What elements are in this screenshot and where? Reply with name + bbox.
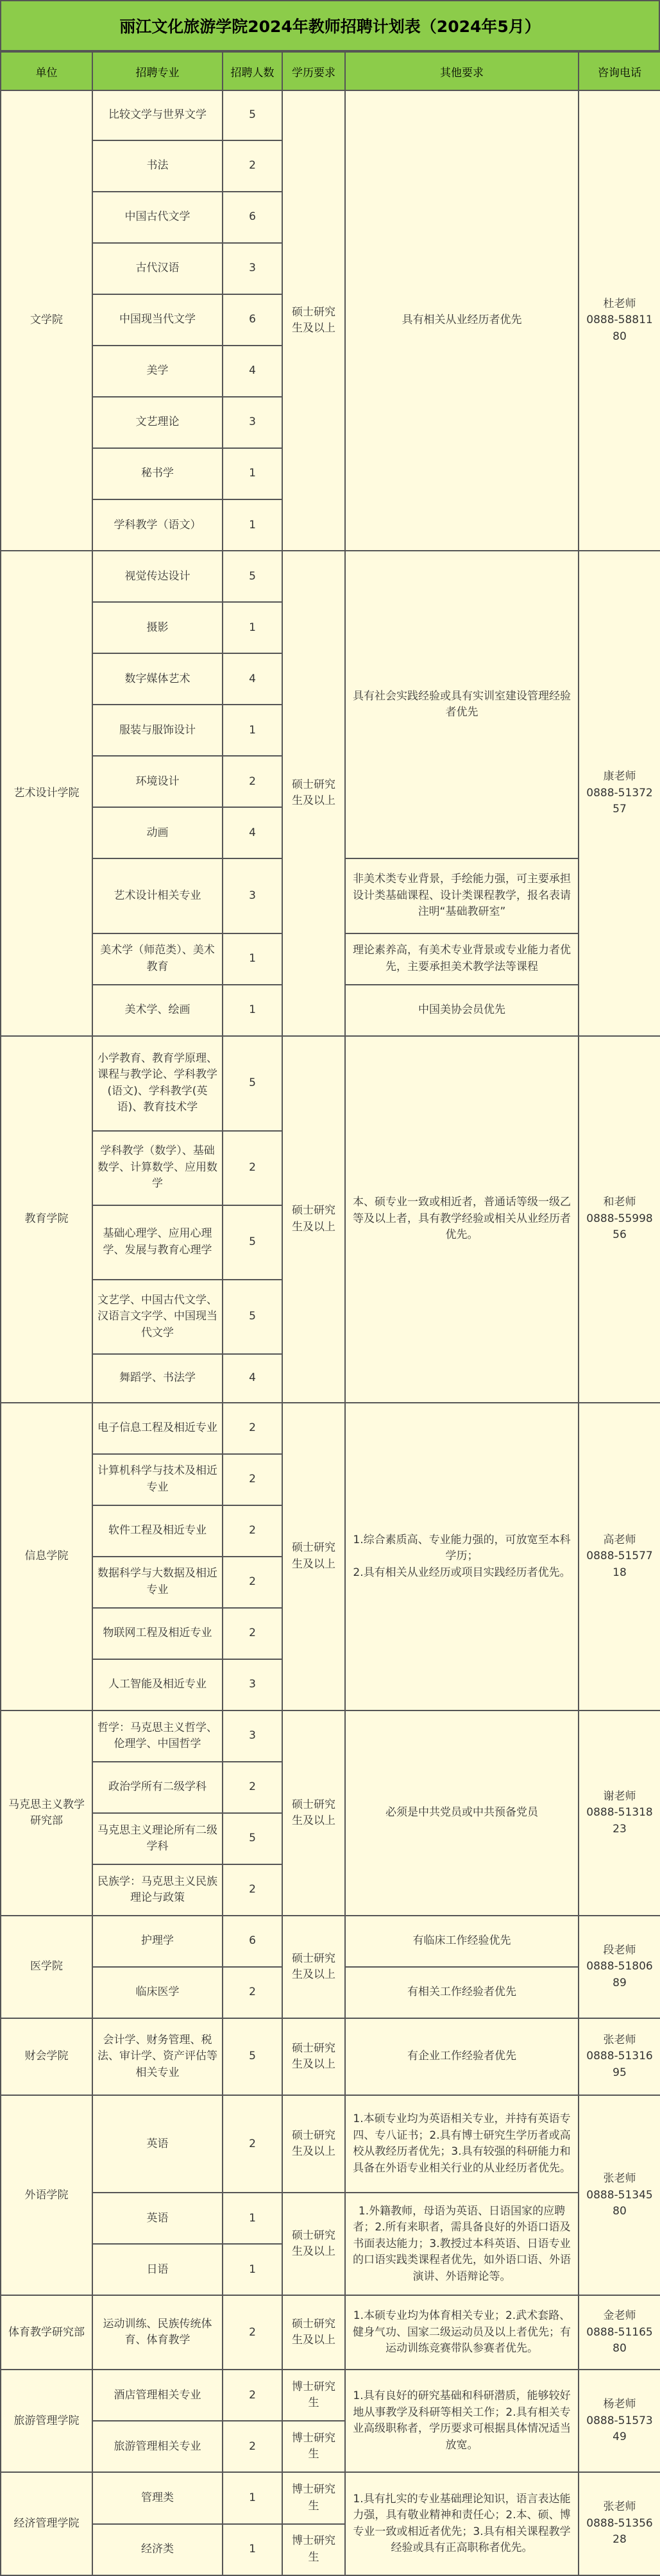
table-cell: 数据科学与大数据及相近专业 — [92, 1557, 223, 1608]
table-cell: 管理类 — [92, 2472, 223, 2523]
table-cell: 信息学院 — [1, 1403, 92, 1710]
table-cell: 3 — [223, 1710, 282, 1762]
table-cell: 美术学（师范类）、美术教育 — [92, 933, 223, 985]
table-cell: 6 — [223, 1916, 282, 1967]
table-cell: 1.具有良好的研究基础和科研潜质，能够较好地从事教学及科研等相关工作；2.具有相关专业高级职称者，学历要求可根据具体情况适当放宽。 — [345, 2370, 579, 2472]
table-cell: 舞蹈学、书法学 — [92, 1354, 223, 1403]
table-cell: 比较文学与世界文学 — [92, 90, 223, 140]
table-row — [1, 2370, 660, 2421]
table-cell: 软件工程及相近专业 — [92, 1505, 223, 1557]
table-cell: 1 — [223, 705, 282, 756]
table-cell: 中国古代文学 — [92, 192, 223, 243]
table-cell: 硕士研究生及以上 — [282, 2018, 345, 2095]
table-cell: 5 — [223, 551, 282, 602]
table-cell: 3 — [223, 1659, 282, 1710]
table-cell: 6 — [223, 294, 282, 346]
table-cell: 杜老师 0888-5881180 — [579, 90, 660, 551]
table-cell: 5 — [223, 2018, 282, 2095]
table-cell: 物联网工程及相近专业 — [92, 1608, 223, 1659]
col-header-count: 招聘人数 — [223, 52, 282, 90]
table-cell: 5 — [223, 1205, 282, 1280]
table-row — [1, 2295, 660, 2370]
table-cell: 英语 — [92, 2095, 223, 2193]
table-cell: 必须是中共党员或中共预备党员 — [345, 1710, 579, 1916]
table-cell: 小学教育、教育学原理、课程与教学论、学科教学(语文)、学科教学(英语)、教育技术学 — [92, 1036, 223, 1131]
table-cell: 1 — [223, 985, 282, 1036]
table-cell: 文艺学、中国古代文学、汉语言文字学、中国现当代文学 — [92, 1280, 223, 1354]
table-cell: 古代汉语 — [92, 243, 223, 294]
table-cell: 硕士研究生及以上 — [282, 551, 345, 1035]
table-body — [1, 90, 660, 2575]
table-cell: 1 — [223, 602, 282, 653]
table-cell: 2 — [223, 1403, 282, 1454]
table-cell: 视觉传达设计 — [92, 551, 223, 602]
table-cell: 有临床工作经验优先 — [345, 1916, 579, 1967]
table-cell: 具有社会实践经验或具有实训室建设管理经验者优先 — [345, 551, 579, 858]
table-cell: 2 — [223, 2295, 282, 2370]
table-row — [1, 2018, 660, 2095]
table-cell: 学科教学（语文） — [92, 499, 223, 551]
table-cell: 硕士研究生及以上 — [282, 2095, 345, 2193]
table-row — [1, 90, 660, 140]
table-cell: 5 — [223, 1280, 282, 1354]
table-cell: 硕士研究生及以上 — [282, 1403, 345, 1710]
table-cell: 1 — [223, 933, 282, 985]
table-cell: 秘书学 — [92, 448, 223, 499]
table-cell: 文艺理论 — [92, 397, 223, 448]
table-cell: 环境设计 — [92, 756, 223, 807]
col-header-unit: 单位 — [1, 52, 92, 90]
table-cell: 1.具有扎实的专业基础理论知识，语言表达能力强，具有敬业精神和责任心；2.本、硕、博专业一致或相近者优先；3.具有相关课程教学经验或具有正高职称者优先。 — [345, 2472, 579, 2575]
table-cell: 6 — [223, 192, 282, 243]
table-cell: 硕士研究生及以上 — [282, 2193, 345, 2295]
table-cell: 高老师 0888-5157718 — [579, 1403, 660, 1710]
recruitment-table — [0, 51, 660, 2576]
table-cell: 旅游管理相关专业 — [92, 2421, 223, 2472]
table-cell: 张老师 0888-5131695 — [579, 2018, 660, 2095]
table-cell: 教育学院 — [1, 1036, 92, 1403]
table-cell: 2 — [223, 1454, 282, 1505]
table-cell: 中国现当代文学 — [92, 294, 223, 346]
table-cell: 服装与服饰设计 — [92, 705, 223, 756]
table-cell: 有企业工作经验者优先 — [345, 2018, 579, 2095]
table-row — [1, 1710, 660, 1762]
table-cell: 马克思主义理论所有二级学科 — [92, 1813, 223, 1864]
table-cell: 1 — [223, 448, 282, 499]
table-cell: 动画 — [92, 807, 223, 858]
table-cell: 2 — [223, 1557, 282, 1608]
table-cell: 1 — [223, 2472, 282, 2523]
table-cell: 护理学 — [92, 1916, 223, 1967]
table-cell: 2 — [223, 1131, 282, 1205]
table-row — [1, 1036, 660, 1131]
table-cell: 5 — [223, 90, 282, 140]
table-cell: 2 — [223, 756, 282, 807]
table-cell: 博士研究生 — [282, 2370, 345, 2421]
table-cell: 硕士研究生及以上 — [282, 2295, 345, 2370]
table-cell: 博士研究生 — [282, 2524, 345, 2575]
table-cell: 博士研究生 — [282, 2472, 345, 2523]
table-cell: 非美术类专业背景，手绘能力强，可主要承担设计类基础课程、设计类课程教学，报名表请注明“基础教研室” — [345, 858, 579, 933]
table-cell: 具有相关从业经历者优先 — [345, 90, 579, 551]
table-cell: 2 — [223, 1967, 282, 2018]
table-cell: 杨老师 0888-5157349 — [579, 2370, 660, 2472]
col-header-degree: 学历要求 — [282, 52, 345, 90]
table-cell: 民族学：马克思主义民族理论与政策 — [92, 1864, 223, 1916]
table-cell: 2 — [223, 2421, 282, 2472]
table-cell: 4 — [223, 1354, 282, 1403]
table-cell: 1.外籍教师，母语为英语、日语国家的应聘者；2.所有来职者，需具备良好的外语口语及书面表达能力；3.教授过本科英语、日语专业的口语实践类课程者优先，如外语口语、外语演讲、外语辩论等。 — [345, 2193, 579, 2295]
table-cell: 临床医学 — [92, 1967, 223, 2018]
table-cell: 运动训练、民族传统体育、体育教学 — [92, 2295, 223, 2370]
table-cell: 和老师 0888-5599856 — [579, 1036, 660, 1403]
table-cell: 经济类 — [92, 2524, 223, 2575]
table-cell: 基础心理学、应用心理学、发展与教育心理学 — [92, 1205, 223, 1280]
table-cell: 电子信息工程及相近专业 — [92, 1403, 223, 1454]
table-cell: 张老师 0888-5135628 — [579, 2472, 660, 2575]
col-header-phone: 咨询电话 — [579, 52, 660, 90]
table-cell: 4 — [223, 653, 282, 705]
table-cell: 摄影 — [92, 602, 223, 653]
table-row — [1, 2095, 660, 2193]
table-cell: 政治学所有二级学科 — [92, 1762, 223, 1813]
table-cell: 文学院 — [1, 90, 92, 551]
col-header-major: 招聘专业 — [92, 52, 223, 90]
table-row — [1, 551, 660, 602]
table-cell: 2 — [223, 140, 282, 192]
table-cell: 硕士研究生及以上 — [282, 1710, 345, 1916]
table-cell: 医学院 — [1, 1916, 92, 2018]
table-cell: 金老师 0888-5116580 — [579, 2295, 660, 2370]
table-cell: 美术学、绘画 — [92, 985, 223, 1036]
table-cell: 美学 — [92, 346, 223, 397]
table-cell: 体育教学研究部 — [1, 2295, 92, 2370]
table-cell: 人工智能及相近专业 — [92, 1659, 223, 1710]
table-cell: 5 — [223, 1813, 282, 1864]
table-cell: 酒店管理相关专业 — [92, 2370, 223, 2421]
header-row — [1, 52, 660, 90]
table-cell: 马克思主义教学研究部 — [1, 1710, 92, 1916]
table-cell: 2 — [223, 1608, 282, 1659]
table-cell: 2 — [223, 1864, 282, 1916]
table-cell: 2 — [223, 2370, 282, 2421]
table-cell: 1.本硕专业均为体育相关专业；2.武术套路、健身气功、国家二级运动员及以上者优先；有运动训练竞赛带队参赛者优先。 — [345, 2295, 579, 2370]
table-cell: 2 — [223, 2095, 282, 2193]
table-cell: 张老师 0888-5134580 — [579, 2095, 660, 2295]
page-title: 丽江文化旅游学院2024年教师招聘计划表（2024年5月） — [0, 0, 660, 51]
table-cell: 硕士研究生及以上 — [282, 1916, 345, 2018]
table-cell: 学科教学（数学）、基础数学、计算数学、应用数学 — [92, 1131, 223, 1205]
table-cell: 外语学院 — [1, 2095, 92, 2295]
table-cell: 日语 — [92, 2244, 223, 2295]
table-cell: 1 — [223, 499, 282, 551]
table-cell: 有相关工作经验者优先 — [345, 1967, 579, 2018]
table-cell: 2 — [223, 1505, 282, 1557]
table-cell: 1.本硕专业均为英语相关专业，并持有英语专四、专八证书；2.具有博士研究生学历者或高校从教经历者优先；3.具有较强的科研能力和具备在外语专业相关行业的从业经历者优先。 — [345, 2095, 579, 2193]
table-cell: 书法 — [92, 140, 223, 192]
table-cell: 旅游管理学院 — [1, 2370, 92, 2472]
table-cell: 硕士研究生及以上 — [282, 90, 345, 551]
table-cell: 康老师 0888-5137257 — [579, 551, 660, 1035]
table-cell: 3 — [223, 243, 282, 294]
table-cell: 会计学、财务管理、税法、审计学、资产评估等相关专业 — [92, 2018, 223, 2095]
table-cell: 本、硕专业一致或相近者，普通话等级一级乙等及以上者，具有教学经验或相关从业经历者优先。 — [345, 1036, 579, 1403]
table-cell: 艺术设计学院 — [1, 551, 92, 1035]
table-cell: 4 — [223, 346, 282, 397]
table-cell: 经济管理学院 — [1, 2472, 92, 2575]
table-cell: 3 — [223, 858, 282, 933]
table-cell: 3 — [223, 397, 282, 448]
col-header-other: 其他要求 — [345, 52, 579, 90]
table-cell: 哲学：马克思主义哲学、伦理学、中国哲学 — [92, 1710, 223, 1762]
table-cell: 1.综合素质高、专业能力强的，可放宽至本科学历； 2.具有相关从业经历或项目实践经历者优先。 — [345, 1403, 579, 1710]
table-cell: 段老师 0888-5180689 — [579, 1916, 660, 2018]
table-cell: 1 — [223, 2524, 282, 2575]
table-cell: 4 — [223, 807, 282, 858]
table-cell: 英语 — [92, 2193, 223, 2244]
table-cell: 谢老师 0888-5131823 — [579, 1710, 660, 1916]
table-cell: 2 — [223, 1762, 282, 1813]
table-row — [1, 1916, 660, 1967]
table-cell: 艺术设计相关专业 — [92, 858, 223, 933]
table-cell: 计算机科学与技术及相近专业 — [92, 1454, 223, 1505]
table-row — [1, 1403, 660, 1454]
table-cell: 博士研究生 — [282, 2421, 345, 2472]
table-cell: 财会学院 — [1, 2018, 92, 2095]
table-cell: 1 — [223, 2244, 282, 2295]
table-row — [1, 2193, 660, 2244]
table-cell: 5 — [223, 1036, 282, 1131]
table-cell: 数字媒体艺术 — [92, 653, 223, 705]
table-row — [1, 2472, 660, 2523]
table-cell: 理论素养高，有美术专业背景或专业能力者优先，主要承担美术教学法等课程 — [345, 933, 579, 985]
table-cell: 硕士研究生及以上 — [282, 1036, 345, 1403]
table-cell: 中国美协会员优先 — [345, 985, 579, 1036]
table-cell: 1 — [223, 2193, 282, 2244]
